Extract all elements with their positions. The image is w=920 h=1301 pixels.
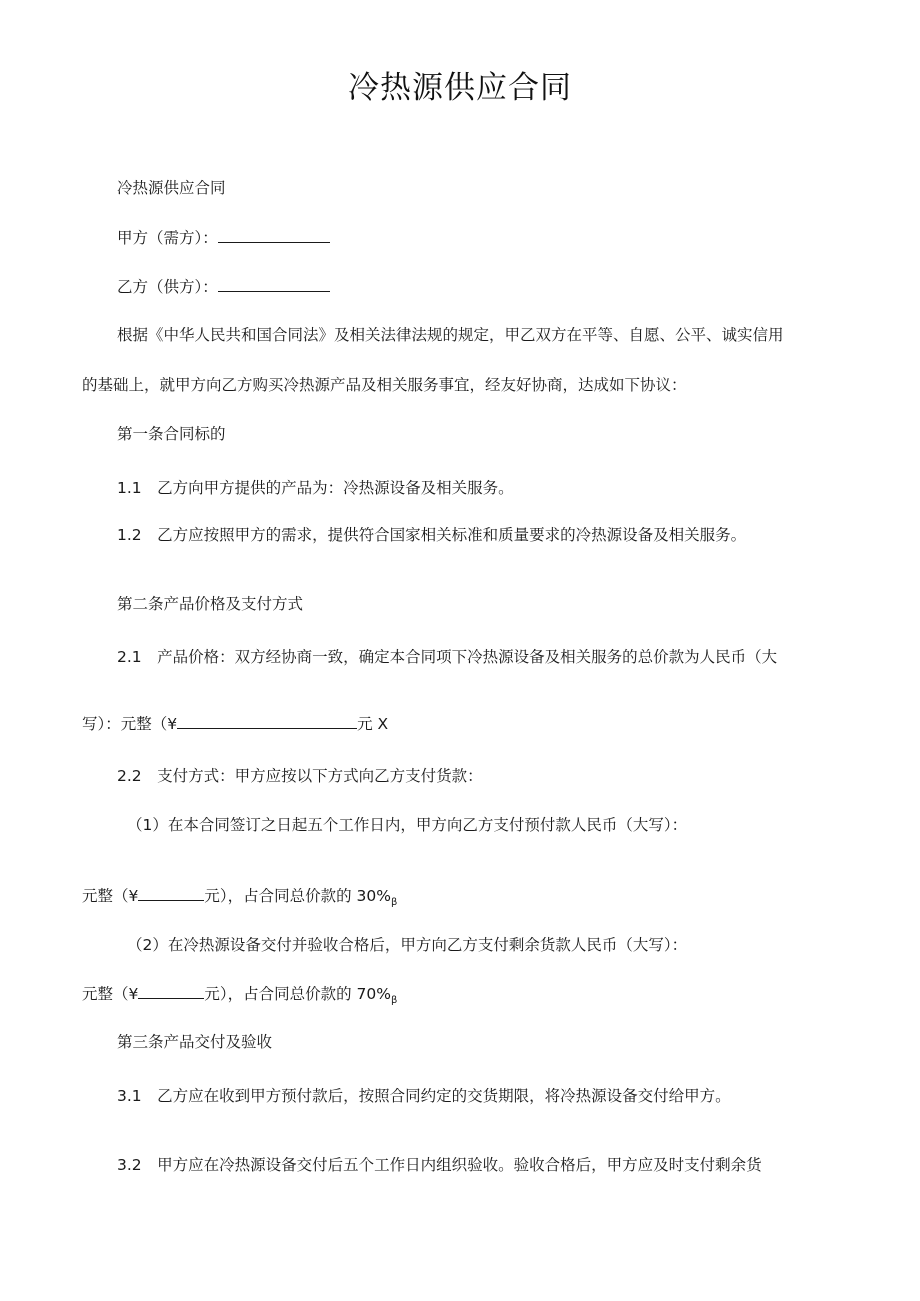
article-1-heading: 第一条合同标的: [117, 425, 226, 443]
party-a-label: 甲方（需方）：: [117, 229, 218, 247]
preamble-line-1: 根据《中华人民共和国合同法》及相关法律法规的规定，甲乙双方在平等、自愿、公平、诚实信用: [117, 326, 784, 344]
clause-2-1-line-2: [82, 713, 388, 735]
payment-2-blank: [138, 983, 204, 999]
clause-1-2: 1.2 乙方应按照甲方的需求，提供符合国家相关标准和质量要求的冷热源设备及相关服务。: [117, 526, 747, 544]
party-a-line: [117, 227, 330, 249]
payment-2-suffix: 元），占合同总价款的 70%: [204, 985, 392, 1003]
payment-2-mark: β: [391, 995, 398, 1007]
payment-1-prefix: 元整（¥: [82, 887, 139, 905]
clause-3-2: 3.2 甲方应在冷热源设备交付后五个工作日内组织验收。验收合格后，甲方应及时支付剩余货: [117, 1156, 762, 1174]
clause-2-1-line-1: 2.1 产品价格：双方经协商一致，确定本合同项下冷热源设备及相关服务的总价款为人民币（大: [117, 648, 778, 666]
party-b-line: [117, 276, 330, 298]
payment-1-blank: [138, 885, 204, 901]
clause-1-1: 1.1 乙方向甲方提供的产品为：冷热源设备及相关服务。: [117, 479, 514, 497]
payment-1-mark: β: [391, 897, 398, 909]
preamble-line-2: 的基础上，就甲方向乙方购买冷热源产品及相关服务事宜，经友好协商，达成如下协议：: [82, 376, 687, 394]
party-b-label: 乙方（供方）：: [117, 278, 218, 296]
article-2-heading: 第二条产品价格及支付方式: [117, 595, 304, 613]
price-suffix: 元 X: [357, 715, 389, 733]
price-blank: [177, 713, 357, 729]
page-title: 冷热源供应合同: [348, 70, 572, 106]
party-b-blank: [218, 276, 330, 292]
clause-2-2: 2.2 支付方式：甲方应按以下方式向乙方支付货款：: [117, 767, 483, 785]
clause-3-1: 3.1 乙方应在收到甲方预付款后，按照合同约定的交货期限，将冷热源设备交付给甲方。: [117, 1087, 731, 1105]
article-3-heading: 第三条产品交付及验收: [117, 1033, 273, 1051]
party-a-blank: [218, 227, 330, 243]
payment-2-line-1: （2）在冷热源设备交付并验收合格后，甲方向乙方支付剩余货款人民币（大写）：: [127, 936, 688, 954]
payment-1-line-1: （1）在本合同签订之日起五个工作日内，甲方向乙方支付预付款人民币（大写）：: [127, 816, 688, 834]
contract-subtitle: 冷热源供应合同: [117, 179, 226, 197]
payment-2-line-2: [82, 983, 397, 1012]
price-prefix: 写）：元整（¥: [82, 715, 178, 733]
payment-1-line-2: [82, 885, 397, 914]
payment-1-suffix: 元），占合同总价款的 30%: [204, 887, 392, 905]
payment-2-prefix: 元整（¥: [82, 985, 139, 1003]
